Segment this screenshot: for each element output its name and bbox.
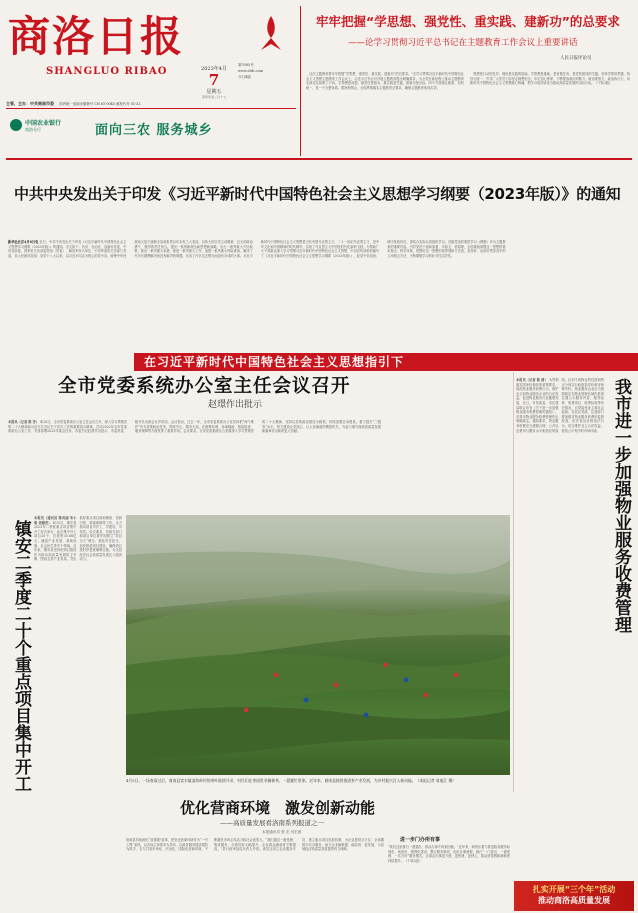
small-article-body: “我们这里推行一窗通办，群众办事不再来回跑。”近年来，商州区着力推进政务服务标准化、规范化、便利化建设，整合服务事项，优化办事流程，推行“一门进出、一窗受理、一次办好”服务模式，让群众办事更方便、更快捷、更舒心，群众获得感和满意度持续提升。（下转2版） xyxy=(388,845,510,863)
party-article-text xyxy=(8,420,381,434)
top-headline-source: 人民日报评论员 xyxy=(560,56,592,61)
bank-ad xyxy=(10,113,292,145)
bank-slogan: 面向三农 服务城乡 xyxy=(95,123,213,138)
zhenan-article-body xyxy=(34,516,122,906)
business-article-body xyxy=(126,838,384,910)
date-day: 7 xyxy=(208,71,220,89)
campaign-ad xyxy=(514,881,634,911)
business-article-subtitle: ——高质量发展看洛南系列报道之一 xyxy=(220,819,324,827)
campaign-ad-line1: 扎实开展“三个年”活动 xyxy=(532,885,616,894)
issue-number: 第5585号 xyxy=(238,63,254,67)
tea-rows-icon xyxy=(126,515,510,775)
property-article-text xyxy=(516,378,604,433)
issue-info xyxy=(238,62,294,80)
campaign-ad-line2: 推动商洛高质量发展 xyxy=(538,896,610,905)
bank-branch: 商洛分行 xyxy=(25,127,41,132)
party-article-title: 全市党委系统办公室主任会议召开 xyxy=(58,376,351,397)
main-body: 近日，中共中央发出关于印发《习近平新时代中国特色社会主义思想学习纲要（2023年版）》的通知。全文如下：各省、自治区、直辖市党委，中央各部委，国家机关各部委党组（党委），解放军各大单位、中央军委机关各部门党委，各人民团体党组：党的十八大以来，以习近平同志为核心的党中央，统筹中华民族伟大复兴战略全局和世界百年未有之大变局，以伟大的历史主动精神、巨大的政治勇气、强烈的责任担当，提出一系列新理念新思想新战略，出台一系列重大方针政策，推出一系列重大举措，推进一系列重大工作，战胜一系列重大风险挑战，解决了许多长期想解决而没有解决的难题，办成了许多过去想办而没有办成的大事。习近平新时代中国特色社会主义思想是当代中国马克思主义、二十一世纪马克思主义，是中华文化和中国精神的时代精华，实现了马克思主义中国化时代化新的飞跃。为帮助广大干部群众深入学习贯彻习近平新时代中国特色社会主义思想，中央宣传部组织编写了《习近平新时代中国特色社会主义思想学习纲要（2023年版）》，经党中央同意，现印发给你们，请结合实际认真组织学习。各级党组织要把学习《纲要》作为主题教育的重要内容，引导党员干部读原著、学原文、悟原理，全面系统掌握这一思想的基本观点、科学体系，把握好这一思想的世界观和方法论，坚持好、运用好贯穿其中的立场观点方法，不断增强学习的针对性实效性。 xyxy=(8,240,506,258)
main-headline-body xyxy=(8,240,632,332)
site-url: www.slrb.com xyxy=(238,69,264,73)
party-article-body xyxy=(8,420,508,510)
tea-garden-photo xyxy=(126,515,510,775)
section-banner-text: 在习近平新时代中国特色社会主义思想指引下 xyxy=(144,355,405,369)
photo-caption: 4月5日，一场春雨过后，商南县富水镇油坊岭村的茶叶陆续开采，村民们在茶园里采摘新茶，一派繁忙景象。近年来，商南县持续推进茶产业发展，为乡村振兴注入新动能。（本报记者 周旭江 摄） xyxy=(126,778,456,783)
cn-code: 国内统一连续出版物号 CN 61-0045 邮发代号 51-32 xyxy=(59,102,141,106)
main-dateline: 新华社北京4月6日电 xyxy=(8,240,39,244)
business-article-text: 洛南县持续深化“放管服”改革，把优化营商环境作为“一号工程”来抓，以市场主体需求为导向，以政务服务提质增效为抓手，全力打造市场化、法治化、国际化营商环境，不断激发市场主体活力和社会创造力。“我们通过一窗受理、集成服务，办事效率大幅提升，企业群众满意度不断提高。”县行政审批局负责人介绍。该县还设立企业服务专员，建立重点项目包抓机制，为企业提供全方位、全周期帮办代办服务，助力企业解难题、稳经营、促发展，为县域经济高质量发展提供有力保障。 xyxy=(126,838,384,852)
bird-logo-icon xyxy=(256,14,286,54)
masthead-title: 商洛日报 xyxy=(8,12,185,61)
small-article-title: 进一步门办所有事 xyxy=(400,837,441,843)
masthead-title-en: SHANGLUO RIBAO xyxy=(46,66,168,77)
top-headline-subtitle: ——论学习贯彻习近平总书记在主题教育工作会议上重要讲话 xyxy=(348,38,578,48)
zhenan-byline: 本报讯（通讯员 陈凤丽 朱小菊 周德武） xyxy=(34,516,77,525)
zhenan-article-title: 镇安二季度二十个重点项目集中开工 xyxy=(11,520,31,792)
top-headline-title: 牢牢把握“学思想、强党性、重实践、建新功”的总要求 xyxy=(316,14,620,29)
property-article-body xyxy=(516,378,604,790)
date-year-month: 2023年4月 xyxy=(201,66,227,72)
date-box xyxy=(196,10,232,110)
section-banner xyxy=(134,353,638,371)
zhenan-article-text xyxy=(34,516,122,562)
party-body: 4月6日，全市党委系统办公室主任会议召开，深入学习贯彻党的二十大精神和习近平总书记关于党办工作的重要指示精神，总结2022年全市党委系统办公室工作，安排部署2023年重点任务。市委书记赵璟作出批示，市委常委、秘书长出席会议并讲话。会议指出，过去一年，全市党委系统办公室坚持把“两个维护”作为首要政治任务，围绕中心、服务大局，在统筹协调、参谋辅政、督促检查、服务保障等方面发挥了重要作用。会议要求，全市党委系统办公室要深入学习贯彻党的二十大精神，坚持以党的政治建设为统领，持续加强自身建设，着力提升“三服务”水平，努力建设让党放心、让人民满意的模范机关，为奋力谱写商洛高质量发展新篇章作出新的更大贡献。 xyxy=(8,420,381,434)
sponsor-line xyxy=(6,101,296,107)
sponsor-text: 主管、主办：中共商南市委 xyxy=(6,101,54,106)
date-lunar: 癸卯年闰二月十七 xyxy=(201,95,226,99)
main-headline-title: 中共中央发出关于印发《习近平新时代中国特色社会主义思想学习纲要（2023年版）》的通知 xyxy=(14,185,621,203)
main-headline-text xyxy=(8,240,506,258)
bank-logo-icon xyxy=(10,119,22,131)
property-body: 为贯彻落实国家价格改革政策要求，规范物业服务收费行为，维护业主和物业服务企业的合法权益，促进物业服务行业健康发展，近日，市发改委、市住建局联合印发《关于进一步加强物业服务收费管理的通知》，对我市物业服务收费管理作出明确规定。通知要求，物业服务收费应当遵循合理、公开以及费用与服务水平相适应的原则，区别不同物业的性质和特点分别实行政府指导价和市场调节价。物业服务企业应当按照规定在物业管理区域内显著位置公示服务内容、服务标准、收费项目、收费标准等有关情况，自觉接受业主和社会监督。各县区发改、住建部门要加强对物业服务收费的监督检查，依法查处价格违法行为，切实维护业主合法权益，营造公平有序的市场环境。 xyxy=(516,378,604,433)
business-article-byline: 本报通讯员 张 宏 闫宏波 xyxy=(262,830,302,834)
party-article-subtitle: 赵璟作出批示 xyxy=(208,400,263,410)
date-weekday: 星期五 xyxy=(206,89,222,95)
bank-name: 中国农业银行 xyxy=(25,120,62,127)
property-article-title: 我市进一步加强物业服务收费管理 xyxy=(611,378,631,633)
page-count: 今日4版 xyxy=(238,75,251,79)
zhenan-body: 4月5日，镇安县2023年二季度重点项目集中开工仪式举行，此次集中开工项目20个，总投资35.68亿元，涵盖产业发展、基础设施、社会民生等多个领域。近年来，镇安县坚持把项目建设作为推动高质量发展的主引擎，围绕全县产业布局，突出抓好重点项目谋划储备、招商引资、要素保障等工作，全力推动项目早开工、早建设、早见效。仪式要求，各相关部门和项目单位要牢固树立“项目为王”理念，强化责任担当，加快推进项目建设，确保项目按时序进度顺利实施，为全县经济社会高质量发展注入强劲动力。 xyxy=(34,516,122,562)
top-headline-body-right: 思想是行动的先导，理论是实践的指南。学思想是基础，是首要任务，是党的建设的关键。坚持学思用贯通、知信行统一，引导广大党员干部坚定理想信念，牢记初心使命，不断提高政治判断力、政治领悟力、政治执行力，用新时代中国特色社会主义思想凝心铸魂，把学习成效转化为推动高质量发展的实际行动。（下转2版） xyxy=(470,72,630,86)
business-article-title: 优化营商环境 激发创新动能 xyxy=(180,799,376,817)
property-byline: 本报讯（记者 陈 倩） xyxy=(516,378,548,382)
party-byline: 本报讯（记者 陈 芳） xyxy=(8,420,39,424)
property-continued xyxy=(516,796,632,882)
top-headline-body-left: 这次主题教育要牢牢把握“学思想、强党性、重实践、建新功”的总要求。”在学习贯彻习近平新时代中国特色社会主义思想主题教育工作会议上，习近平总书记对开展主题教育提出明确要求，为全党在新征程上推动主题教育走深走实指明了方向。学思想是前提，强党性是根本，重实践是关键，建新功是目标，四个方面相互联系、有机统一，是一个完整体系。要深刻领会，全面贯彻落实主题教育总要求，确保主题教育取得实效。 xyxy=(306,72,464,90)
